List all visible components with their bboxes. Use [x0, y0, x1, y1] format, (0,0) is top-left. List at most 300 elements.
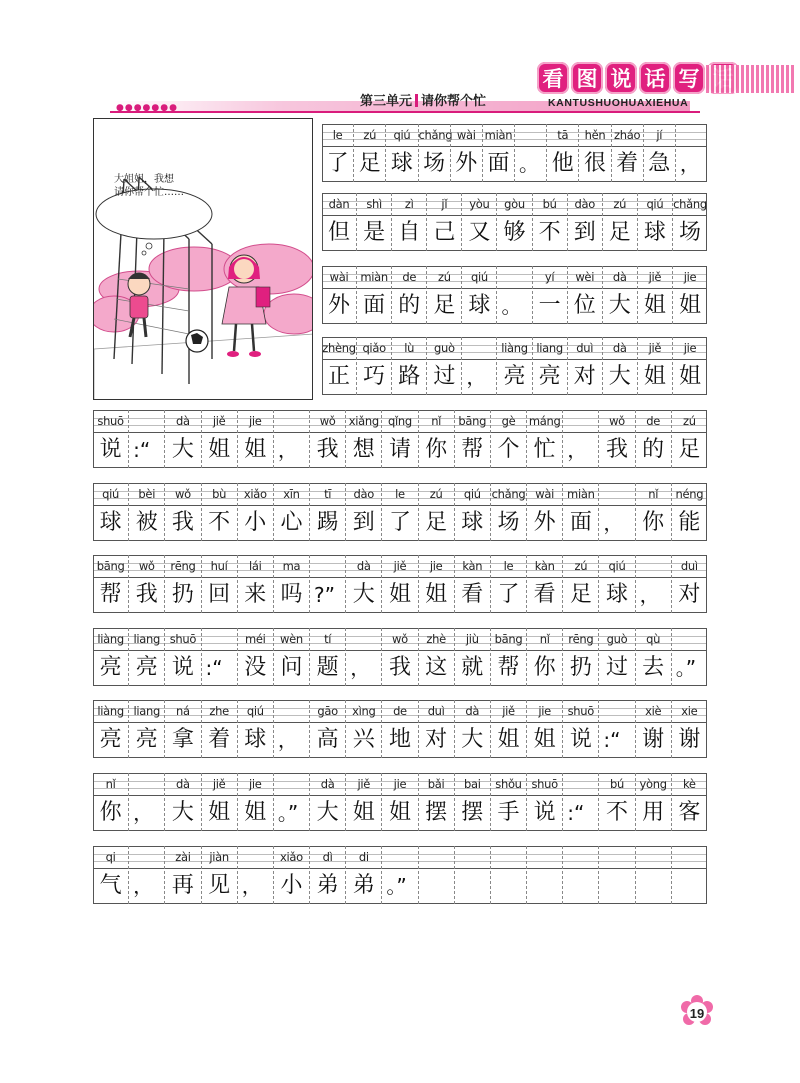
grid-cell [532, 193, 567, 251]
pinyin-text: bú [542, 197, 557, 211]
pinyin-text: tā [557, 128, 569, 142]
grid-cell [418, 483, 454, 541]
hanzi-text: 我 [388, 655, 411, 680]
pinyin-text [515, 126, 546, 144]
hanzi-text: ， [603, 511, 624, 535]
pinyin-text [563, 775, 598, 793]
hanzi-text: 过 [433, 364, 456, 389]
pinyin-text: qǐng [388, 414, 412, 428]
pinyin-text: zú [429, 487, 443, 501]
hanzi-text: 想 [352, 437, 375, 462]
grid-cell [381, 555, 417, 613]
pinyin-text: wèi [575, 270, 595, 284]
pinyin-text [672, 630, 707, 648]
hanzi-text: 亮 [503, 364, 526, 389]
hanzi-text: 你 [642, 510, 665, 535]
hanzi-text: 一 [538, 293, 561, 318]
hanzi-text: 地 [388, 727, 411, 752]
writing-row [93, 483, 707, 541]
grid-cell [454, 628, 490, 686]
grid-cell [418, 410, 454, 468]
pinyin-text: wài [329, 270, 349, 284]
pinyin-text: shuō [567, 704, 595, 718]
hanzi-text: :“ [205, 656, 223, 680]
grid-cell [164, 410, 200, 468]
hanzi-text: 姐 [678, 364, 701, 389]
writing-row [322, 337, 707, 395]
grid-cell [562, 846, 598, 904]
hanzi-text: ， [133, 801, 154, 825]
grid-cell [567, 193, 602, 251]
pinyin-text: wài [535, 487, 555, 501]
pinyin-text: kè [682, 777, 696, 791]
hanzi-text: 亮 [99, 655, 122, 680]
grid-cell [237, 555, 273, 613]
grid-cell [345, 846, 381, 904]
pinyin-text: wǒ [609, 414, 625, 428]
hanzi-text: 球 [605, 582, 628, 607]
pinyin-text: yòng [639, 777, 667, 791]
hanzi-text: 你 [425, 437, 448, 462]
pinyin-text: jie [683, 341, 697, 355]
grid-cell [496, 193, 531, 251]
grid-cell [309, 700, 345, 758]
hanzi-text: 球 [99, 510, 122, 535]
page-number: 19 [689, 1006, 705, 1021]
grid-cell [598, 628, 634, 686]
hanzi-text: 拿 [171, 727, 194, 752]
hanzi-text: 摆 [461, 800, 484, 825]
hanzi-text: 用 [642, 800, 665, 825]
writing-row [93, 628, 707, 686]
page-number-badge [680, 995, 714, 1029]
pinyin-text: wǒ [175, 487, 191, 501]
writing-row [93, 773, 707, 831]
pinyin-text: shì [366, 197, 382, 211]
grid-cell [93, 700, 128, 758]
grid-cell [128, 483, 164, 541]
grid-cell [273, 483, 309, 541]
grid-cell [672, 337, 707, 395]
grid-cell [526, 846, 562, 904]
pinyin-text: dà [320, 777, 335, 791]
hanzi-text: 大 [316, 800, 339, 825]
grid-cell [635, 628, 671, 686]
grid-cell [454, 555, 490, 613]
hanzi-text: 大 [461, 727, 484, 752]
pinyin-text [274, 412, 309, 430]
grid-cell [237, 483, 273, 541]
pinyin-text [599, 485, 634, 503]
pinyin-text: qiǎo [362, 341, 386, 355]
grid-cell [201, 628, 237, 686]
grid-cell [562, 700, 598, 758]
pinyin-text [202, 630, 237, 648]
illustration-drawing [94, 119, 313, 400]
hanzi-text: ， [241, 874, 262, 898]
hanzi-text: 看 [461, 582, 484, 607]
pinyin-text: miàn [360, 270, 388, 284]
pinyin-text: dà [465, 704, 480, 718]
pinyin-text: jiě [393, 559, 407, 573]
pinyin-text: qiú [102, 487, 120, 501]
hanzi-text: 大 [352, 582, 375, 607]
grid-cell [490, 700, 526, 758]
grid-cell [93, 628, 128, 686]
hanzi-text: 帮 [461, 437, 484, 462]
pinyin-text: qiú [608, 559, 626, 573]
row-cells [93, 846, 707, 904]
pinyin-text: zì [404, 197, 414, 211]
hanzi-text: 弟 [352, 873, 375, 898]
pinyin-text: jiě [648, 270, 662, 284]
hanzi-text: 手 [497, 800, 520, 825]
grid-cell [671, 700, 707, 758]
pinyin-text: bǎi [427, 777, 445, 791]
grid-cell [128, 555, 164, 613]
pinyin-text: qiú [393, 128, 411, 142]
grid-cell [418, 555, 454, 613]
pinyin-text [382, 848, 417, 866]
grid-cell [309, 483, 345, 541]
grid-cell [461, 337, 496, 395]
pinyin-text: miàn [484, 128, 513, 142]
hanzi-text: 足 [678, 437, 701, 462]
pinyin-text: liang [133, 632, 161, 646]
pinyin-text: hěn [584, 128, 606, 142]
hanzi-text: 姐 [425, 582, 448, 607]
pinyin-text: jie [683, 270, 697, 284]
pinyin-text [274, 775, 309, 793]
writing-row [93, 700, 707, 758]
pinyin-text [310, 557, 345, 575]
grid-cell [426, 266, 461, 324]
hanzi-text: 谢 [642, 727, 665, 752]
pinyin-text: gāo [317, 704, 338, 718]
grid-cell [356, 337, 391, 395]
header-dots: ●●●●●●● [116, 103, 178, 113]
grid-cell [309, 846, 345, 904]
grid-cell [454, 483, 490, 541]
grid-cell [546, 124, 578, 182]
grid-cell [598, 483, 634, 541]
pinyin-text: kàn [462, 559, 483, 573]
pinyin-text [563, 848, 598, 866]
pinyin-text: jí [656, 128, 663, 142]
grid-cell [164, 628, 200, 686]
pinyin-text [129, 848, 164, 866]
hanzi-text: 又 [468, 220, 491, 245]
hanzi-text: 到 [573, 220, 596, 245]
hanzi-text: 自 [398, 220, 421, 245]
pinyin-text: liang [133, 704, 161, 718]
pinyin-text: nǐ [431, 414, 442, 428]
grid-cell [93, 555, 128, 613]
pinyin-text: jǐ [441, 197, 448, 211]
grid-cell [635, 773, 671, 831]
hanzi-text: 吗 [280, 582, 303, 607]
pinyin-text: liàng [97, 632, 124, 646]
pinyin-text: guò [433, 341, 455, 355]
grid-cell [490, 410, 526, 468]
lesson-title: 请你帮个忙 [421, 94, 487, 109]
hanzi-text: 的 [642, 437, 665, 462]
pinyin-text: xiǎo [243, 487, 267, 501]
pinyin-text [676, 126, 707, 144]
hanzi-text: 面 [487, 151, 510, 176]
hanzi-text: 踢 [316, 510, 339, 535]
grid-cell [671, 773, 707, 831]
hanzi-text: 足 [358, 151, 381, 176]
hanzi-text: 姐 [388, 800, 411, 825]
hanzi-text: 忙 [533, 437, 556, 462]
grid-cell [201, 846, 237, 904]
pinyin-text: wǒ [319, 414, 336, 428]
grid-cell [164, 700, 200, 758]
pinyin-text: zú [613, 197, 627, 211]
pinyin-text: gè [501, 414, 516, 428]
grid-cell [602, 337, 637, 395]
hanzi-text [491, 869, 526, 903]
hanzi-text: 着 [208, 727, 231, 752]
grid-cell [562, 628, 598, 686]
pinyin-text: lù [404, 341, 415, 355]
grid-cell [128, 410, 164, 468]
hanzi-text: 大 [171, 437, 194, 462]
pinyin-text: qiú [246, 704, 264, 718]
pinyin-text: dà [176, 414, 190, 428]
pinyin-text: wǒ [138, 559, 155, 573]
pinyin-text: di [358, 850, 369, 864]
grid-cell [450, 124, 482, 182]
grid-cell [454, 410, 490, 468]
grid-cell [671, 555, 707, 613]
hanzi-text: 很 [583, 151, 606, 176]
grid-cell [562, 483, 598, 541]
pinyin-text: duì [576, 341, 594, 355]
hanzi-text: 扔 [171, 582, 194, 607]
pinyin-text [462, 339, 496, 357]
grid-cell [426, 337, 461, 395]
hanzi-text: 场 [497, 510, 520, 535]
row-cells [322, 266, 707, 324]
grid-cell [345, 773, 381, 831]
pinyin-text [636, 557, 671, 575]
grid-cell [526, 700, 562, 758]
pinyin-text: bāng [494, 632, 523, 646]
grid-cell [237, 628, 273, 686]
hanzi-text: 对 [573, 364, 596, 389]
hanzi-text: 见 [208, 873, 231, 898]
grid-cell [598, 846, 634, 904]
hanzi-text: 我 [316, 437, 339, 462]
grid-cell [391, 337, 426, 395]
hanzi-text: 。 [501, 294, 522, 318]
row-cells [93, 483, 707, 541]
hanzi-text: 姐 [533, 727, 556, 752]
hanzi-text: 被 [135, 510, 158, 535]
grid-cell [598, 773, 634, 831]
pinyin-text: chǎng [418, 128, 453, 142]
writing-row [322, 193, 707, 251]
grid-cell [322, 124, 353, 182]
pinyin-text: chǎng [673, 197, 707, 211]
grid-cell [309, 628, 345, 686]
pinyin-text [497, 268, 531, 286]
pinyin-text: jiě [502, 704, 515, 718]
grid-cell [322, 193, 356, 251]
pinyin-text: zhèng [322, 341, 356, 355]
grid-cell [672, 193, 707, 251]
grid-cell [454, 846, 490, 904]
grid-cell [526, 773, 562, 831]
pinyin-text: bāng [96, 559, 125, 573]
grid-cell [273, 846, 309, 904]
pinyin-text: jiě [212, 414, 226, 428]
pinyin-text [491, 848, 526, 866]
grid-cell [611, 124, 643, 182]
hanzi-text: 着 [616, 151, 639, 176]
grid-cell [309, 410, 345, 468]
hanzi-text: 姐 [678, 293, 701, 318]
pinyin-text: lái [249, 559, 262, 573]
pinyin-text: xie [681, 704, 698, 718]
pinyin-text: zú [682, 414, 696, 428]
hanzi-text: 大 [608, 293, 631, 318]
grid-cell [418, 773, 454, 831]
hanzi-text: 足 [425, 510, 448, 535]
hanzi-text: 了 [497, 582, 520, 607]
grid-cell [567, 337, 602, 395]
hanzi-text: 足 [569, 582, 592, 607]
grid-cell [391, 266, 426, 324]
hanzi-text: 小 [280, 873, 303, 898]
grid-cell [322, 266, 356, 324]
grid-cell [461, 266, 496, 324]
hanzi-text: 去 [642, 655, 665, 680]
grid-cell [201, 773, 237, 831]
pinyin-text: qiú [470, 270, 488, 284]
pinyin-text: ma [282, 559, 301, 573]
pinyin-text: kàn [534, 559, 555, 573]
pinyin-text: yí [544, 270, 555, 284]
grid-cell [237, 700, 273, 758]
grid-cell [562, 555, 598, 613]
pinyin-text: rēng [568, 632, 594, 646]
grid-cell [385, 124, 417, 182]
grid-cell [671, 846, 707, 904]
pinyin-text: xìng [352, 704, 376, 718]
hanzi-text: 大 [608, 364, 631, 389]
grid-cell [532, 266, 567, 324]
hanzi-text: 外 [455, 151, 478, 176]
grid-cell [128, 700, 164, 758]
hanzi-text: 面 [569, 510, 592, 535]
grid-cell [562, 773, 598, 831]
hanzi-text [672, 869, 707, 903]
series-pinyin: KANTUSHUOHUAXIEHUA [548, 97, 689, 109]
hanzi-text: 够 [503, 220, 526, 245]
hanzi-text: 帮 [99, 582, 122, 607]
pinyin-text: xiè [645, 704, 662, 718]
pinyin-text [527, 848, 562, 866]
pinyin-text: jiù [465, 632, 479, 646]
hanzi-text: 高 [316, 727, 339, 752]
hanzi-text: 我 [135, 582, 158, 607]
hanzi-text: 球 [244, 727, 267, 752]
hanzi-text [419, 869, 454, 903]
hanzi-text: 不 [208, 510, 231, 535]
pinyin-text: tī [324, 487, 332, 501]
grid-cell [526, 555, 562, 613]
hanzi-text: 大 [171, 800, 194, 825]
pinyin-text: qiú [646, 197, 664, 211]
pinyin-text: dà [612, 270, 627, 284]
hanzi-text: ?” [314, 583, 336, 607]
hanzi-text: 就 [461, 655, 484, 680]
hanzi-text: 是 [363, 220, 386, 245]
grid-cell [490, 846, 526, 904]
pinyin-text: xiǎo [280, 850, 303, 864]
hanzi-text: 对 [678, 582, 701, 607]
grid-cell [526, 483, 562, 541]
grid-cell [635, 846, 671, 904]
hanzi-text: 路 [398, 364, 421, 389]
grid-cell [345, 483, 381, 541]
hanzi-text: 我 [605, 437, 628, 462]
pinyin-text: zháo [614, 128, 641, 142]
pinyin-text [346, 630, 381, 648]
pinyin-text: wài [456, 128, 476, 142]
pinyin-text: de [402, 270, 417, 284]
grid-cell [454, 700, 490, 758]
pinyin-text: bù [212, 487, 227, 501]
grid-cell [237, 773, 273, 831]
hanzi-text: 你 [533, 655, 556, 680]
hanzi-text: 过 [605, 655, 628, 680]
pinyin-text: bai [463, 777, 481, 791]
grid-cell [671, 483, 707, 541]
grid-cell [461, 193, 496, 251]
grid-cell [273, 700, 309, 758]
hanzi-text: 说 [99, 437, 122, 462]
pinyin-text [129, 412, 164, 430]
grid-cell [273, 410, 309, 468]
grid-cell [526, 628, 562, 686]
grid-cell [635, 483, 671, 541]
hanzi-text: 了 [388, 510, 411, 535]
hanzi-text: 姐 [388, 582, 411, 607]
pinyin-text: nǐ [648, 487, 659, 501]
grid-cell [128, 773, 164, 831]
grid-cell [567, 266, 602, 324]
hanzi-text: :“ [603, 728, 621, 752]
hanzi-text: ， [133, 874, 154, 898]
hanzi-text: 兴 [352, 727, 375, 752]
hanzi-text: 急 [648, 151, 671, 176]
hanzi-text: 球 [643, 220, 666, 245]
grid-cell [345, 410, 381, 468]
pinyin-text: dào [574, 197, 595, 211]
pinyin-text: qù [646, 632, 661, 646]
pinyin-text: de [393, 704, 407, 718]
hanzi-text: 己 [433, 220, 456, 245]
grid-cell [602, 193, 637, 251]
pinyin-text [455, 848, 490, 866]
hanzi-text: 谢 [678, 727, 701, 752]
grid-cell [602, 266, 637, 324]
grid-cell [526, 410, 562, 468]
